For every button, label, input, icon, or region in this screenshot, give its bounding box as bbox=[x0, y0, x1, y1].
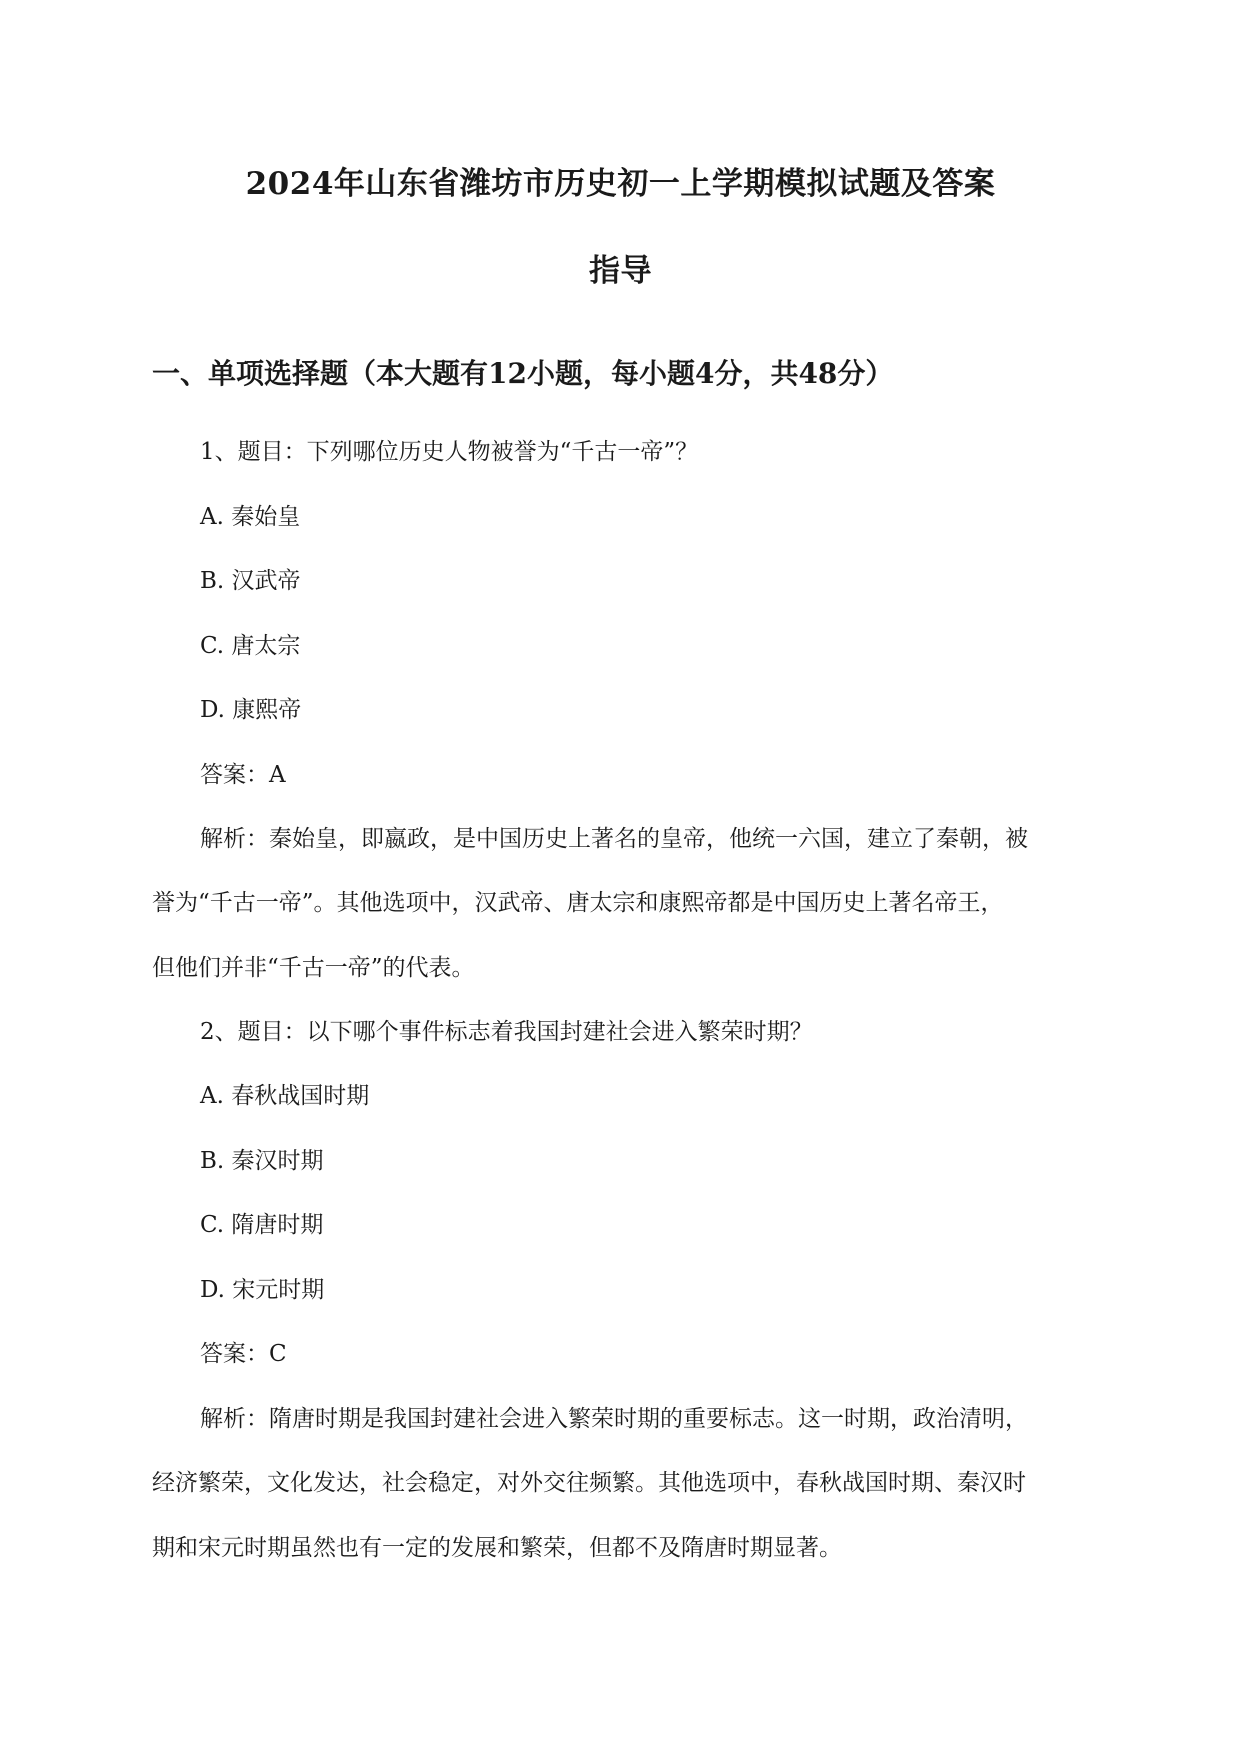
question-1-analysis-line-1: 解析：秦始皇，即嬴政，是中国历史上著名的皇帝，他统一六国，建立了秦朝，被 bbox=[200, 826, 1028, 852]
question-1-option-c: C. 唐太宗 bbox=[200, 633, 301, 659]
question-2-answer: 答案：C bbox=[200, 1341, 287, 1367]
question-2-stem: 2、题目：以下哪个事件标志着我国封建社会进入繁荣时期？ bbox=[200, 1019, 813, 1045]
question-1-option-b: B. 汉武帝 bbox=[200, 568, 301, 594]
document-title-line-2: 指导 bbox=[589, 253, 652, 289]
question-1-analysis-line-3: 但他们并非“千古一帝”的代表。 bbox=[152, 955, 475, 981]
question-2-option-c: C. 隋唐时期 bbox=[200, 1212, 324, 1238]
question-1-answer: 答案：A bbox=[200, 762, 286, 788]
question-2-option-d: D. 宋元时期 bbox=[200, 1277, 325, 1303]
question-2-analysis-line-3: 期和宋元时期虽然也有一定的发展和繁荣，但都不及隋唐时期显著。 bbox=[152, 1535, 842, 1561]
question-2-analysis-line-2: 经济繁荣，文化发达，社会稳定，对外交往频繁。其他选项中，春秋战国时期、秦汉时 bbox=[152, 1470, 1026, 1496]
question-1-analysis-line-2: 誉为“千古一帝”。其他选项中，汉武帝、唐太宗和康熙帝都是中国历史上著名帝王， bbox=[152, 890, 1004, 916]
section-heading: 一、单项选择题（本大题有12小题，每小题4分，共48分） bbox=[152, 357, 894, 390]
question-2-option-a: A. 春秋战国时期 bbox=[200, 1083, 370, 1109]
question-1-option-a: A. 秦始皇 bbox=[200, 504, 301, 530]
question-2-option-b: B. 秦汉时期 bbox=[200, 1148, 324, 1174]
document-title-line-1: 2024年山东省潍坊市历史初一上学期模拟试题及答案 bbox=[245, 166, 996, 202]
question-2-analysis-line-1: 解析：隋唐时期是我国封建社会进入繁荣时期的重要标志。这一时期，政治清明， bbox=[200, 1406, 1028, 1432]
question-1-stem: 1、题目：下列哪位历史人物被誉为“千古一帝”？ bbox=[200, 439, 699, 465]
question-1-option-d: D. 康熙帝 bbox=[200, 697, 302, 723]
